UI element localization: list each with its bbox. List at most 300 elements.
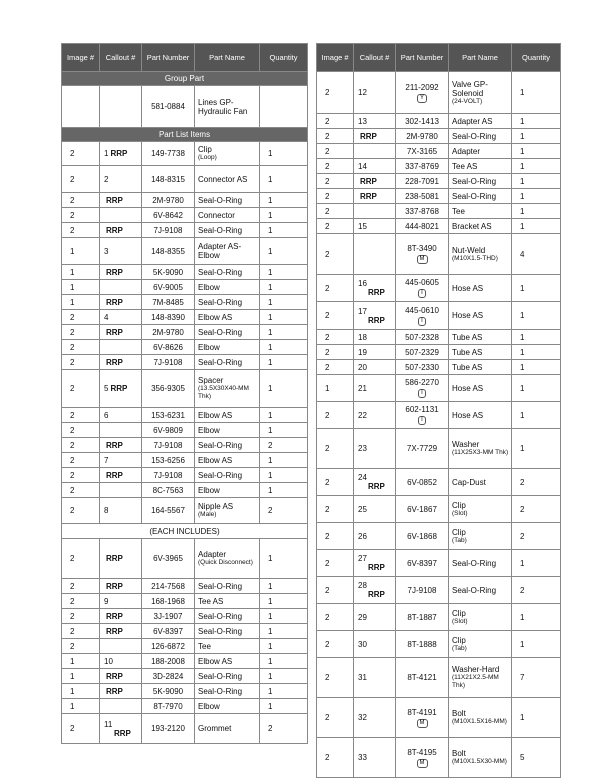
notation-badge: I <box>418 416 426 425</box>
quantity-cell: 1 <box>512 429 561 469</box>
callout-number: 14 <box>358 161 367 171</box>
part-name: Adapter <box>198 550 227 559</box>
callout-cell <box>100 208 142 223</box>
rrp-marker: RRP <box>368 315 385 325</box>
callout-number: 21 <box>358 383 367 393</box>
quantity-cell: 1 <box>260 483 308 498</box>
part-number-cell <box>142 223 195 238</box>
table-row <box>62 310 308 325</box>
part-number: 6V-1868 <box>407 531 437 541</box>
part-number: 153-6256 <box>151 455 185 465</box>
part-number: 8T-7970 <box>153 701 183 711</box>
part-number: 6V-1867 <box>407 504 437 514</box>
part-number-cell <box>396 577 449 604</box>
part-name: Seal-O-Ring <box>198 581 243 591</box>
part-number-cell <box>142 86 195 128</box>
part-name-detail: (Tab) <box>452 536 467 544</box>
part-name-cell <box>449 496 512 523</box>
part-name-detail: (Quick Disconnect) <box>198 559 253 566</box>
callout-number: 16 <box>358 279 367 288</box>
header-quantity: Quantity <box>512 44 561 72</box>
section-row <box>62 72 308 86</box>
rrp-marker: RRP <box>368 482 385 491</box>
rrp-marker: RRP <box>106 357 123 367</box>
table-row <box>62 355 308 370</box>
part-number-cell <box>142 408 195 423</box>
rrp-marker: RRP <box>360 176 377 186</box>
part-number: 164-5567 <box>151 506 185 515</box>
part-name-cell <box>195 684 260 699</box>
part-number: 302-1413 <box>405 116 439 126</box>
quantity-cell: 1 <box>512 72 561 114</box>
part-name-cell <box>449 144 512 159</box>
table-row <box>317 469 561 496</box>
part-name: Seal-O-Ring <box>198 440 243 450</box>
table-row <box>317 129 561 144</box>
parts-table-left <box>61 43 308 744</box>
rrp-marker: RRP <box>106 225 123 235</box>
table-row <box>317 523 561 550</box>
quantity-cell: 1 <box>260 639 308 654</box>
callout-cell <box>354 360 396 375</box>
part-number-cell <box>142 624 195 639</box>
part-number: 581-0884 <box>151 102 185 111</box>
part-number: 6V-8626 <box>153 342 183 352</box>
quantity-cell: 5 <box>512 738 561 778</box>
callout-cell <box>354 330 396 345</box>
image-cell: 1 <box>62 654 100 669</box>
callout-number: 2 <box>104 174 109 184</box>
part-name-cell <box>195 166 260 193</box>
part-name-cell <box>449 375 512 402</box>
part-name-detail: (Male) <box>198 511 217 518</box>
image-cell: 2 <box>317 302 354 330</box>
callout-cell <box>354 189 396 204</box>
part-name-cell <box>195 423 260 438</box>
image-cell: 2 <box>62 539 100 579</box>
part-name-cell <box>195 483 260 498</box>
part-name: Grommet <box>198 724 232 733</box>
part-number-cell <box>396 496 449 523</box>
part-name-cell <box>449 402 512 429</box>
part-number-cell <box>142 208 195 223</box>
rrp-marker: RRP <box>110 149 128 158</box>
part-number: 2M-9780 <box>152 327 184 337</box>
table-row <box>317 429 561 469</box>
notation-badge: I <box>418 289 426 298</box>
part-name-cell <box>449 174 512 189</box>
part-number: 6V-9005 <box>153 282 183 292</box>
quantity-cell: 1 <box>512 144 561 159</box>
image-cell: 2 <box>62 438 100 453</box>
callout-number: 7 <box>104 455 109 465</box>
table-row <box>317 738 561 778</box>
callout-cell <box>354 234 396 275</box>
quantity-cell: 1 <box>512 402 561 429</box>
part-number-cell <box>142 355 195 370</box>
part-number-cell <box>142 539 195 579</box>
callout-number: 8 <box>104 506 109 515</box>
callout-cell <box>100 609 142 624</box>
part-number-cell <box>142 142 195 166</box>
rrp-marker: RRP <box>114 728 131 738</box>
callout-cell <box>354 429 396 469</box>
callout-cell <box>354 275 396 302</box>
quantity-cell: 1 <box>512 114 561 129</box>
part-name: Clip <box>452 608 466 618</box>
part-name-cell <box>195 408 260 423</box>
part-number-cell <box>142 238 195 265</box>
part-number: 7X-7729 <box>406 444 438 453</box>
part-number: 188-2008 <box>151 656 185 666</box>
rrp-marker: RRP <box>360 131 377 141</box>
quantity-cell: 2 <box>512 577 561 604</box>
quantity-cell: 1 <box>260 654 308 669</box>
part-number: 148-8355 <box>151 246 185 256</box>
part-name-cell <box>449 219 512 234</box>
part-name: Clip <box>198 145 212 154</box>
callout-cell <box>100 223 142 238</box>
table-row <box>62 594 308 609</box>
part-number: 507-2329 <box>405 347 439 357</box>
part-number-cell <box>396 698 449 738</box>
part-name: Tube AS <box>452 332 483 342</box>
quantity-cell: 2 <box>260 498 308 524</box>
quantity-cell: 1 <box>512 302 561 330</box>
part-name: Seal-O-Ring <box>452 191 497 201</box>
callout-cell <box>354 698 396 738</box>
part-name: Seal-O-Ring <box>452 585 497 595</box>
callout-number: 19 <box>358 347 367 357</box>
rrp-marker: RRP <box>106 671 123 681</box>
callout-number: 27 <box>358 554 367 563</box>
part-number-cell <box>396 302 449 330</box>
image-cell: 2 <box>62 453 100 468</box>
part-name-cell <box>449 345 512 360</box>
callout-number: 24 <box>358 473 367 482</box>
table-row <box>62 453 308 468</box>
table-row <box>62 223 308 238</box>
image-cell: 2 <box>317 234 354 275</box>
header-image: Image # <box>317 44 354 72</box>
part-name: Bracket AS <box>452 221 492 231</box>
callout-number: 4 <box>104 312 109 322</box>
callout-cell <box>354 204 396 219</box>
part-name-detail: (Tab) <box>452 644 467 652</box>
part-name-detail: (Slot) <box>452 617 468 625</box>
callout-cell <box>354 496 396 523</box>
callout-cell <box>100 539 142 579</box>
part-name: Elbow <box>198 485 220 495</box>
part-number: 168-1968 <box>151 596 185 606</box>
image-cell: 2 <box>62 594 100 609</box>
callout-cell <box>354 345 396 360</box>
table-row <box>317 402 561 429</box>
callout-cell <box>100 453 142 468</box>
table-row <box>317 330 561 345</box>
callout-cell <box>100 340 142 355</box>
part-number: 8T-3490 <box>407 244 437 253</box>
callout-cell <box>354 658 396 698</box>
part-name-cell <box>195 325 260 340</box>
quantity-cell: 1 <box>260 609 308 624</box>
image-cell: 2 <box>62 355 100 370</box>
callout-number: 6 <box>104 410 109 420</box>
image-cell: 2 <box>317 72 354 114</box>
quantity-cell: 1 <box>260 142 308 166</box>
callout-number: 10 <box>104 656 113 666</box>
callout-cell <box>354 302 396 330</box>
table-row <box>317 375 561 402</box>
part-name-cell <box>195 539 260 579</box>
quantity-cell: 1 <box>260 295 308 310</box>
part-number-cell <box>142 280 195 295</box>
quantity-cell: 1 <box>260 340 308 355</box>
callout-cell <box>354 174 396 189</box>
part-name-cell <box>449 114 512 129</box>
part-number: 6V-8397 <box>407 558 437 568</box>
image-cell: 2 <box>317 144 354 159</box>
part-name-cell <box>195 310 260 325</box>
image-cell: 2 <box>317 550 354 577</box>
callout-cell <box>354 402 396 429</box>
part-name: Clip <box>452 527 466 537</box>
part-number-cell <box>142 340 195 355</box>
part-name: Elbow <box>198 342 220 352</box>
quantity-cell: 1 <box>260 594 308 609</box>
quantity-cell: 1 <box>512 345 561 360</box>
part-name-cell <box>195 193 260 208</box>
part-name: Seal-O-Ring <box>452 558 497 568</box>
callout-number: 32 <box>358 713 367 722</box>
table-row <box>62 483 308 498</box>
quantity-cell: 2 <box>512 496 561 523</box>
table-row <box>317 631 561 658</box>
part-name: Hose AS <box>452 383 484 393</box>
callout-number: 13 <box>358 116 367 126</box>
image-cell: 2 <box>62 468 100 483</box>
part-name-cell <box>195 223 260 238</box>
part-number-cell <box>396 604 449 631</box>
part-number-cell <box>142 609 195 624</box>
image-cell: 2 <box>62 370 100 408</box>
part-name-cell <box>195 468 260 483</box>
image-cell: 2 <box>62 624 100 639</box>
table-row <box>62 609 308 624</box>
callout-cell <box>100 238 142 265</box>
table-row <box>62 684 308 699</box>
parts-table-right-body <box>317 72 561 778</box>
table-row <box>317 496 561 523</box>
table-row <box>317 219 561 234</box>
part-name-cell <box>195 340 260 355</box>
table-row <box>62 654 308 669</box>
part-number-cell <box>142 639 195 654</box>
callout-cell <box>100 355 142 370</box>
image-cell <box>62 86 100 128</box>
image-cell: 2 <box>62 193 100 208</box>
part-number-cell <box>396 631 449 658</box>
part-number-cell <box>396 658 449 698</box>
part-number: 5K-9090 <box>152 686 184 696</box>
table-row <box>62 142 308 166</box>
image-cell: 2 <box>317 469 354 496</box>
part-name: Elbow AS <box>198 656 233 666</box>
quantity-cell: 1 <box>512 330 561 345</box>
part-name: Bolt <box>452 749 466 758</box>
rrp-marker: RRP <box>106 327 123 337</box>
part-name-detail: (M10X1.5X16-MM) <box>452 718 507 725</box>
part-name: Tee AS <box>452 161 478 171</box>
quantity-cell: 1 <box>260 370 308 408</box>
quantity-cell: 1 <box>260 579 308 594</box>
part-number: 445-0605 <box>405 278 439 287</box>
quantity-cell: 2 <box>260 438 308 453</box>
part-number-cell <box>396 234 449 275</box>
table-row <box>62 295 308 310</box>
callout-cell <box>100 699 142 714</box>
image-cell: 2 <box>317 631 354 658</box>
part-name: Connector <box>198 210 235 220</box>
image-cell: 2 <box>317 129 354 144</box>
table-row <box>62 408 308 423</box>
part-name-cell <box>195 86 260 128</box>
image-cell: 2 <box>62 142 100 166</box>
image-cell: 2 <box>62 609 100 624</box>
part-number: 8T-4195 <box>407 747 437 757</box>
header-quantity: Quantity <box>260 44 308 72</box>
table-row <box>317 360 561 375</box>
table-row <box>62 699 308 714</box>
callout-number: 22 <box>358 410 367 420</box>
part-name: Cap-Dust <box>452 477 486 487</box>
part-name: Tee AS <box>198 596 224 606</box>
part-name: Lines GP-Hydraulic Fan <box>198 97 248 116</box>
part-name-cell <box>195 142 260 166</box>
part-name-cell <box>195 280 260 295</box>
table-row <box>317 114 561 129</box>
image-cell: 2 <box>62 498 100 524</box>
part-number-cell <box>142 654 195 669</box>
callout-cell <box>100 498 142 524</box>
part-number-cell <box>142 483 195 498</box>
part-name: Seal-O-Ring <box>198 470 243 480</box>
image-cell: 2 <box>317 698 354 738</box>
table-row <box>317 144 561 159</box>
part-number: 6V-8642 <box>153 210 183 220</box>
notation-badge: I <box>418 317 426 326</box>
callout-cell <box>100 325 142 340</box>
quantity-cell: 1 <box>260 193 308 208</box>
quantity-cell: 7 <box>512 658 561 698</box>
note-row <box>62 524 308 539</box>
part-number-cell <box>142 468 195 483</box>
part-name: Seal-O-Ring <box>452 176 497 186</box>
part-number: 6V-0852 <box>407 477 437 487</box>
callout-cell <box>354 144 396 159</box>
part-number: 444-8021 <box>405 221 439 231</box>
part-name-cell <box>449 523 512 550</box>
part-name: Clip <box>452 500 466 510</box>
table-row <box>62 86 308 128</box>
quantity-cell: 1 <box>512 631 561 658</box>
image-cell: 1 <box>62 699 100 714</box>
callout-cell <box>100 166 142 193</box>
part-name: Seal-O-Ring <box>198 671 243 681</box>
callout-cell <box>354 550 396 577</box>
part-number: 7M-8485 <box>152 297 184 307</box>
callout-cell <box>100 408 142 423</box>
part-name-cell <box>449 550 512 577</box>
part-name-cell <box>449 159 512 174</box>
part-name: Seal-O-Ring <box>198 357 243 367</box>
image-cell: 1 <box>62 669 100 684</box>
part-name-cell <box>195 295 260 310</box>
callout-number: 15 <box>358 221 367 231</box>
part-number: 337-8769 <box>405 161 439 171</box>
notation-badge: M <box>417 759 428 768</box>
rrp-marker: RRP <box>106 686 123 696</box>
part-name-cell <box>449 429 512 469</box>
part-number-cell <box>396 429 449 469</box>
callout-cell <box>100 295 142 310</box>
part-name-detail: (24-VOLT) <box>452 97 483 105</box>
table-row <box>62 579 308 594</box>
rrp-marker: RRP <box>106 267 123 277</box>
part-name-cell <box>195 498 260 524</box>
image-cell: 1 <box>62 265 100 280</box>
quantity-cell: 1 <box>260 684 308 699</box>
callout-number: 30 <box>358 639 367 649</box>
part-number: 507-2328 <box>405 332 439 342</box>
callout-number: 20 <box>358 362 367 372</box>
quantity-cell: 1 <box>512 604 561 631</box>
part-number-cell <box>396 402 449 429</box>
part-name-cell <box>449 469 512 496</box>
part-name-cell <box>195 208 260 223</box>
part-number-cell <box>396 550 449 577</box>
part-number: 126-6872 <box>151 641 185 651</box>
callout-cell <box>100 483 142 498</box>
table-row <box>62 539 308 579</box>
image-cell: 2 <box>317 360 354 375</box>
image-cell: 2 <box>317 429 354 469</box>
part-name-cell <box>195 624 260 639</box>
quantity-cell: 1 <box>512 275 561 302</box>
part-number: 149-7738 <box>151 149 185 158</box>
quantity-cell: 1 <box>512 375 561 402</box>
quantity-cell: 2 <box>512 469 561 496</box>
notation-badge: I <box>418 389 426 398</box>
part-name-cell <box>449 738 512 778</box>
quantity-cell: 1 <box>260 223 308 238</box>
part-name: Tube AS <box>452 362 483 372</box>
callout-number: 12 <box>358 88 367 97</box>
quantity-cell: 1 <box>260 669 308 684</box>
part-number-cell <box>142 714 195 744</box>
quantity-cell: 4 <box>512 234 561 275</box>
callout-cell <box>354 114 396 129</box>
part-name-cell <box>449 189 512 204</box>
rrp-marker: RRP <box>110 384 128 393</box>
part-name-detail: (Loop) <box>198 154 217 161</box>
part-name-detail: (M10X1.5X30-MM) <box>452 758 507 765</box>
quantity-cell: 1 <box>260 624 308 639</box>
callout-cell <box>354 631 396 658</box>
quantity-cell: 2 <box>260 714 308 744</box>
part-number-cell <box>142 579 195 594</box>
rrp-marker: RRP <box>106 470 123 480</box>
